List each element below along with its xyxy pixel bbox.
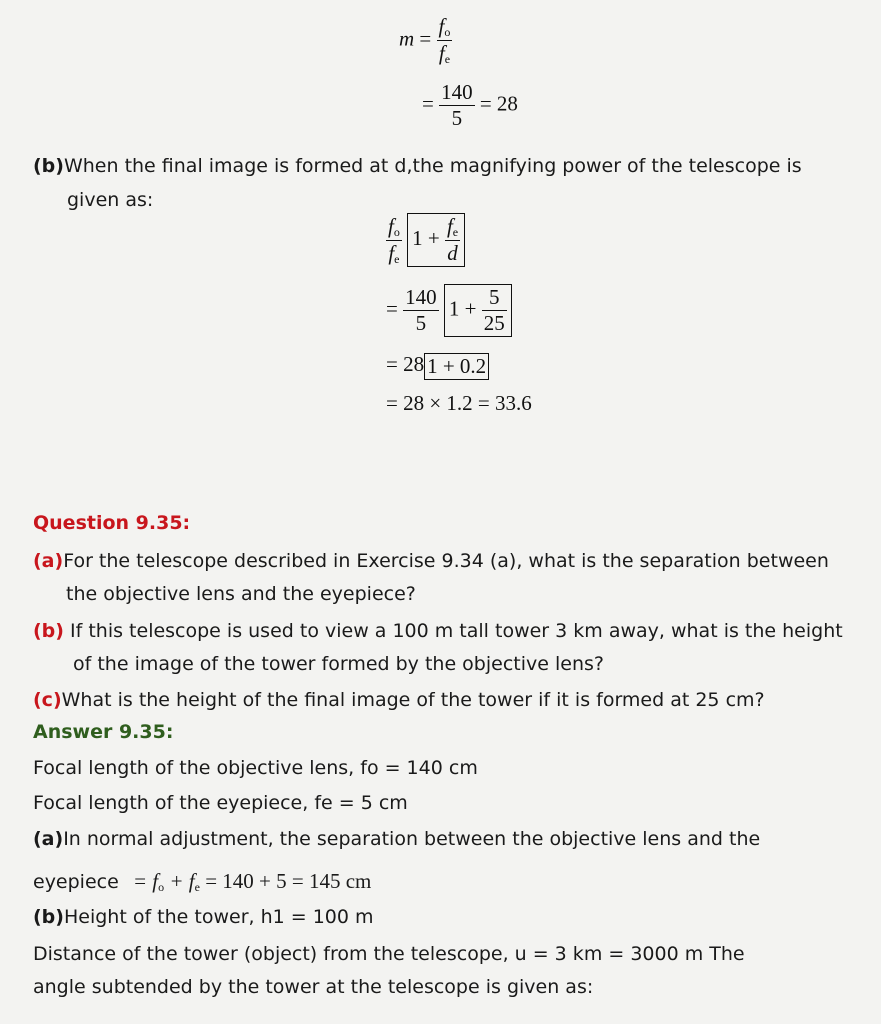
bracket-group [444, 284, 512, 337]
part-b-line2 [67, 189, 153, 211]
equation-b-line2 [386, 284, 512, 337]
label-a: (a) [33, 828, 64, 850]
question-b-line1 [33, 620, 843, 642]
question-b-line2: of the image of the tower formed by the objective lens? [73, 653, 604, 675]
part-b-text2: given as: [67, 189, 154, 211]
num-140: 140 [405, 285, 437, 309]
one-plus-02: 1 + 0.2 [427, 353, 487, 378]
equals-sign: = [419, 26, 432, 51]
f-den: f [438, 41, 445, 65]
answer-title: Answer 9.35: [33, 721, 174, 743]
answer-b-text1: Height of the tower, h1 = 100 m [63, 906, 374, 928]
equation-b-line3 [386, 352, 489, 380]
fraction-fe-d [445, 214, 460, 266]
answer-a-line2 [33, 869, 371, 895]
eq-result: = 28 × 1.2 = 33.6 [386, 391, 532, 415]
question-b-text1: If this telescope is used to view a 100 m tall tower 3 km away, what is the height [63, 620, 843, 642]
question-a-text1: For the telescope described in Exercise 9.34 (a), what is the separation between [63, 550, 829, 572]
f: f [388, 213, 394, 238]
sub-e: e [194, 880, 200, 894]
equation-magnification-value [422, 80, 518, 131]
label-c: (c) [33, 689, 62, 711]
question-title: Question 9.35: [33, 512, 191, 534]
fraction-5-25 [482, 285, 507, 336]
fraction-fo-fe [437, 14, 453, 67]
result-28: = 28 [479, 91, 518, 116]
question-a-line1 [33, 550, 829, 572]
num-5: 5 [482, 285, 507, 311]
d: d [447, 241, 458, 265]
answer-b-line3: angle subtended by the tower at the telescope is given as: [33, 976, 594, 998]
label-b: (b) [33, 155, 64, 177]
equation-b-line4 [386, 391, 532, 416]
answer-a-line1 [33, 828, 760, 850]
sub-o: o [444, 25, 451, 39]
fraction-140-5 [439, 80, 475, 131]
one-plus: 1 + [448, 296, 477, 321]
answer-b-line2: Distance of the tower (object) from the telescope, u = 3 km = 3000 m The [33, 943, 745, 965]
part-b-line1 [33, 155, 802, 177]
equals-sign: = [422, 91, 434, 116]
den-5: 5 [415, 311, 427, 335]
answer-line2: Focal length of the eyepiece, fe = 5 cm [33, 792, 408, 814]
equation-magnification [399, 14, 452, 67]
bracket-group [424, 353, 489, 380]
part-b-text1: When the final image is formed at d,the magnifying power of the telescope is [63, 155, 802, 177]
answer-b-line1 [33, 906, 374, 928]
fraction-fo-fe-b [386, 214, 402, 267]
separation-equation [133, 869, 372, 893]
f: f [446, 214, 453, 238]
den-5: 5 [451, 106, 463, 130]
equals-sign: = [386, 296, 398, 321]
question-a-line2: the objective lens and the eyepiece? [66, 583, 416, 605]
eq-28: = 28 [386, 352, 425, 376]
label-a: (a) [33, 550, 64, 572]
label-b: (b) [33, 620, 64, 642]
sub-o: o [393, 224, 400, 239]
f-num: f [438, 14, 445, 38]
num-140: 140 [441, 80, 473, 104]
plus-fe: + f [164, 869, 195, 893]
eyepiece-word: eyepiece [33, 871, 119, 893]
question-c-text1: What is the height of the final image of the tower if it is formed at 25 cm? [61, 689, 765, 711]
fraction-140-5-b [403, 285, 439, 336]
equation-b-line1 [386, 213, 465, 267]
sub-e: e [394, 251, 400, 266]
bracket-group [407, 213, 465, 267]
label-b: (b) [33, 906, 64, 928]
answer-a-text1: In normal adjustment, the separation between the objective lens and the [63, 828, 761, 850]
f: f [388, 240, 395, 265]
eq-fo: = f [132, 869, 159, 893]
answer-line1: Focal length of the objective lens, fo = 140 cm [33, 757, 478, 779]
question-c-line1 [33, 689, 765, 711]
sub-e: e [444, 52, 451, 66]
sub-o: o [158, 880, 165, 894]
var-m: m [399, 26, 415, 51]
den-25: 25 [483, 311, 505, 335]
eq-rest: = 140 + 5 = 145 cm [199, 869, 372, 893]
sub-e: e [452, 225, 459, 239]
one-plus: 1 + [412, 225, 440, 250]
